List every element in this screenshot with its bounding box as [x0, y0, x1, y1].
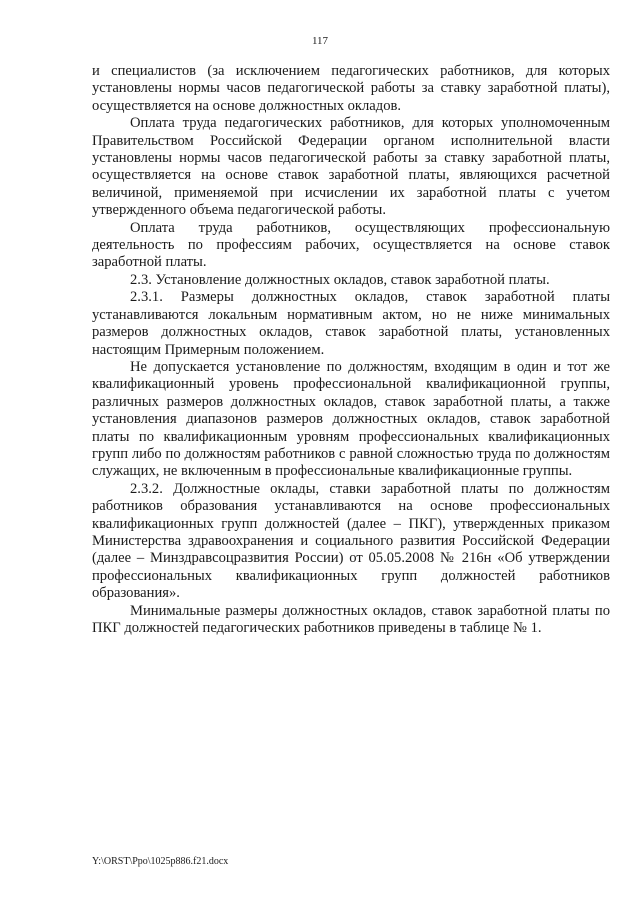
footer-file-path: Y:\ORST\Ppo\1025p886.f21.docx — [92, 856, 229, 867]
paragraph-2-3-1: 2.3.1. Размеры должностных окладов, ставок заработной платы устанавливаются локальным нормативным актом, но не ниже минимальных размеров должностных окладов, ставок заработной платы, установленных настоящим Примерным положением. — [92, 289, 610, 358]
section-heading-2-3: 2.3. Установление должностных окладов, ставок заработной платы. — [130, 271, 550, 288]
page-number: 117 — [311, 35, 329, 47]
paragraph-1: и специалистов (за исключением педагогических работников, для которых установлены нормы часов педагогической работы за ставку заработной платы), осуществляется на основе должностных окладов. — [92, 63, 610, 114]
paragraph-8: Минимальные размеры должностных окладов, ставок заработной платы по ПКГ должностей педагогических работников приведены в таблице № 1. — [92, 602, 610, 636]
paragraph-2: Оплата труда педагогических работников, для которых уполномоченным Правительством Российской Федерации органом исполнительной власти установлены нормы часов педагогической работы за ставку заработной платы, осуществляется на основе ставок заработной платы, являющихся расчетной величиной, применяемой при исчислении их заработной платы с учетом утвержденного объема педагогической работы. — [92, 115, 610, 219]
paragraph-3: Оплата труда работников, осуществляющих профессиональную деятельность по профессиям рабочих, осуществляется на основе ставок заработной платы. — [92, 219, 610, 271]
document-body — [92, 63, 610, 637]
paragraph-2-3-2: 2.3.2. Должностные оклады, ставки заработной платы по должностям работников образования устанавливаются на основе профессиональных квалификационных групп должностей (далее – ПКГ), утвержденных приказом Министерства здравоохранения и социального развития Российской Федерации (далее – Минздравсоцразвития России) от 05.05.2008 № 216н «Об утверждении профессиональных квалификационных групп должностей работников образования». — [92, 480, 610, 602]
paragraph-6: Не допускается установление по должностям, входящим в один и тот же квалификационный уровень профессиональной квалификационной группы, различных размеров должностных окладов, ставок заработной платы, а также установления диапазонов размеров должностных окладов, ставок заработной платы по квалификационным уровням профессиональных квалификационных групп либо по должностям работников с равной сложностью труда по должностям служащих, не включенным в профессиональные квалификационные группы. — [92, 358, 610, 480]
